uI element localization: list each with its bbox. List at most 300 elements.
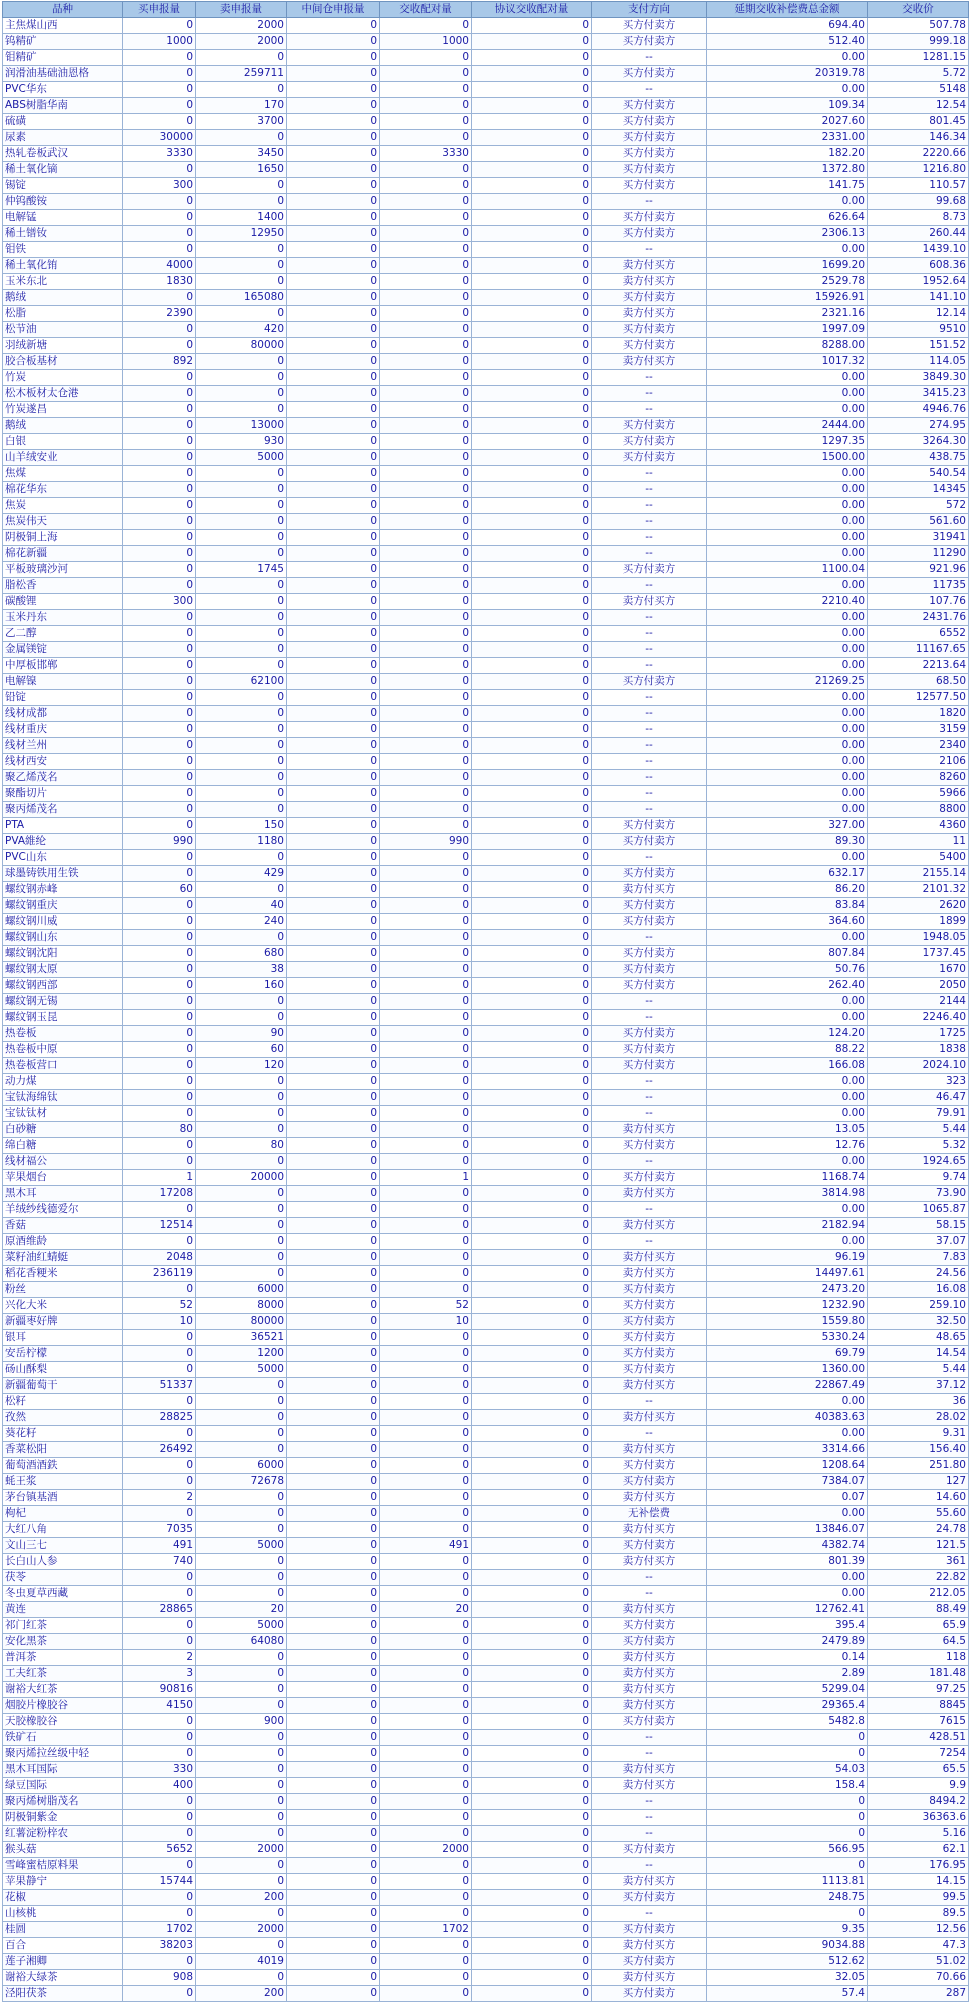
cell-agreement-matched: 0 bbox=[472, 82, 592, 98]
cell-agreement-matched: 0 bbox=[472, 66, 592, 82]
cell-sell-declared: 3700 bbox=[196, 114, 287, 130]
cell-compensation-total: 7384.07 bbox=[707, 1474, 868, 1490]
cell-delivery-price: 127 bbox=[868, 1474, 969, 1490]
cell-payment-direction: 卖方付买方 bbox=[592, 1874, 707, 1890]
cell-variety: 香菜松阳 bbox=[3, 1442, 123, 1458]
cell-variety: 山羊绒安业 bbox=[3, 450, 123, 466]
table-row bbox=[3, 1538, 969, 1554]
cell-payment-direction: 卖方付买方 bbox=[592, 594, 707, 610]
cell-compensation-total: 0.00 bbox=[707, 386, 868, 402]
cell-sell-declared: 0 bbox=[196, 1730, 287, 1746]
cell-agreement-matched: 0 bbox=[472, 1234, 592, 1250]
cell-agreement-matched: 0 bbox=[472, 578, 592, 594]
cell-intermediate-declared: 0 bbox=[287, 594, 380, 610]
cell-buy-declared: 0 bbox=[123, 1474, 196, 1490]
cell-intermediate-declared: 0 bbox=[287, 338, 380, 354]
cell-buy-declared: 60 bbox=[123, 882, 196, 898]
cell-buy-declared: 0 bbox=[123, 930, 196, 946]
cell-variety: 绵白糖 bbox=[3, 1138, 123, 1154]
cell-buy-declared: 51337 bbox=[123, 1378, 196, 1394]
cell-compensation-total: 3814.98 bbox=[707, 1186, 868, 1202]
cell-intermediate-declared: 0 bbox=[287, 1506, 380, 1522]
cell-delivery-matched: 0 bbox=[380, 1906, 472, 1922]
cell-intermediate-declared: 0 bbox=[287, 1298, 380, 1314]
cell-intermediate-declared: 0 bbox=[287, 1202, 380, 1218]
cell-delivery-matched: 0 bbox=[380, 450, 472, 466]
cell-agreement-matched: 0 bbox=[472, 1394, 592, 1410]
table-row bbox=[3, 1058, 969, 1074]
cell-payment-direction: 买方付卖方 bbox=[592, 18, 707, 34]
cell-variety: 银耳 bbox=[3, 1330, 123, 1346]
cell-payment-direction: 买方付卖方 bbox=[592, 1330, 707, 1346]
cell-variety: 宝钛钛材 bbox=[3, 1106, 123, 1122]
cell-compensation-total: 69.79 bbox=[707, 1346, 868, 1362]
table-row bbox=[3, 210, 969, 226]
cell-sell-declared: 1400 bbox=[196, 210, 287, 226]
table-row bbox=[3, 1218, 969, 1234]
cell-agreement-matched: 0 bbox=[472, 1202, 592, 1218]
table-row bbox=[3, 162, 969, 178]
cell-variety: 花椒 bbox=[3, 1890, 123, 1906]
cell-buy-declared: 0 bbox=[123, 1618, 196, 1634]
cell-payment-direction: 卖方付买方 bbox=[592, 1218, 707, 1234]
cell-delivery-price: 9510 bbox=[868, 322, 969, 338]
cell-delivery-price: 323 bbox=[868, 1074, 969, 1090]
cell-variety: 宝钛海绵钛 bbox=[3, 1090, 123, 1106]
cell-sell-declared: 0 bbox=[196, 1122, 287, 1138]
cell-variety: 白砂糖 bbox=[3, 1122, 123, 1138]
cell-buy-declared: 5652 bbox=[123, 1842, 196, 1858]
cell-variety: 玉米丹东 bbox=[3, 610, 123, 626]
cell-intermediate-declared: 0 bbox=[287, 1458, 380, 1474]
cell-compensation-total: 0.00 bbox=[707, 530, 868, 546]
cell-payment-direction: 卖方付买方 bbox=[592, 1762, 707, 1778]
cell-delivery-matched: 0 bbox=[380, 1714, 472, 1730]
cell-compensation-total: 13.05 bbox=[707, 1122, 868, 1138]
cell-agreement-matched: 0 bbox=[472, 50, 592, 66]
cell-delivery-price: 36363.6 bbox=[868, 1810, 969, 1826]
table-row bbox=[3, 1378, 969, 1394]
cell-payment-direction: 买方付卖方 bbox=[592, 98, 707, 114]
cell-variety: 铅锭 bbox=[3, 690, 123, 706]
cell-compensation-total: 9034.88 bbox=[707, 1938, 868, 1954]
cell-compensation-total: 141.75 bbox=[707, 178, 868, 194]
cell-sell-declared: 0 bbox=[196, 242, 287, 258]
cell-sell-declared: 0 bbox=[196, 1858, 287, 1874]
cell-agreement-matched: 0 bbox=[472, 738, 592, 754]
cell-payment-direction: 卖方付买方 bbox=[592, 1778, 707, 1794]
cell-delivery-price: 48.65 bbox=[868, 1330, 969, 1346]
cell-buy-declared: 10 bbox=[123, 1314, 196, 1330]
cell-delivery-matched: 0 bbox=[380, 706, 472, 722]
cell-agreement-matched: 0 bbox=[472, 1858, 592, 1874]
cell-delivery-matched: 0 bbox=[380, 882, 472, 898]
cell-delivery-matched: 0 bbox=[380, 626, 472, 642]
cell-buy-declared: 0 bbox=[123, 1138, 196, 1154]
cell-payment-direction: -- bbox=[592, 1394, 707, 1410]
cell-delivery-matched: 0 bbox=[380, 354, 472, 370]
cell-delivery-matched: 0 bbox=[380, 1618, 472, 1634]
cell-agreement-matched: 0 bbox=[472, 1490, 592, 1506]
cell-intermediate-declared: 0 bbox=[287, 690, 380, 706]
cell-compensation-total: 50.76 bbox=[707, 962, 868, 978]
cell-payment-direction: 卖方付买方 bbox=[592, 258, 707, 274]
cell-agreement-matched: 0 bbox=[472, 1698, 592, 1714]
cell-delivery-price: 287 bbox=[868, 1986, 969, 2002]
cell-intermediate-declared: 0 bbox=[287, 1282, 380, 1298]
cell-payment-direction: 卖方付买方 bbox=[592, 354, 707, 370]
cell-buy-declared: 90816 bbox=[123, 1682, 196, 1698]
cell-agreement-matched: 0 bbox=[472, 882, 592, 898]
cell-compensation-total: 0.00 bbox=[707, 1394, 868, 1410]
cell-intermediate-declared: 0 bbox=[287, 1778, 380, 1794]
cell-intermediate-declared: 0 bbox=[287, 418, 380, 434]
cell-delivery-price: 7254 bbox=[868, 1746, 969, 1762]
cell-compensation-total: 0.00 bbox=[707, 1570, 868, 1586]
cell-compensation-total: 0.00 bbox=[707, 1426, 868, 1442]
cell-agreement-matched: 0 bbox=[472, 1906, 592, 1922]
cell-intermediate-declared: 0 bbox=[287, 162, 380, 178]
cell-buy-declared: 2 bbox=[123, 1490, 196, 1506]
cell-intermediate-declared: 0 bbox=[287, 1554, 380, 1570]
cell-delivery-price: 12.14 bbox=[868, 306, 969, 322]
cell-delivery-matched: 0 bbox=[380, 1010, 472, 1026]
cell-variety: 苹果静宁 bbox=[3, 1874, 123, 1890]
cell-compensation-total: 1232.90 bbox=[707, 1298, 868, 1314]
cell-variety: 松脂 bbox=[3, 306, 123, 322]
col-header-payment-direction: 支付方向 bbox=[592, 2, 707, 18]
cell-compensation-total: 0.00 bbox=[707, 770, 868, 786]
cell-compensation-total: 86.20 bbox=[707, 882, 868, 898]
cell-intermediate-declared: 0 bbox=[287, 610, 380, 626]
cell-intermediate-declared: 0 bbox=[287, 130, 380, 146]
cell-intermediate-declared: 0 bbox=[287, 1090, 380, 1106]
cell-sell-declared: 0 bbox=[196, 514, 287, 530]
cell-agreement-matched: 0 bbox=[472, 274, 592, 290]
cell-compensation-total: 364.60 bbox=[707, 914, 868, 930]
cell-delivery-price: 2220.66 bbox=[868, 146, 969, 162]
table-row bbox=[3, 242, 969, 258]
cell-delivery-matched: 0 bbox=[380, 1042, 472, 1058]
cell-sell-declared: 0 bbox=[196, 530, 287, 546]
cell-variety: 松籽 bbox=[3, 1394, 123, 1410]
cell-compensation-total: 0.00 bbox=[707, 626, 868, 642]
cell-buy-declared: 2048 bbox=[123, 1250, 196, 1266]
cell-agreement-matched: 0 bbox=[472, 706, 592, 722]
cell-delivery-price: 5966 bbox=[868, 786, 969, 802]
cell-compensation-total: 0.00 bbox=[707, 722, 868, 738]
cell-delivery-matched: 0 bbox=[380, 1490, 472, 1506]
cell-buy-declared: 0 bbox=[123, 194, 196, 210]
cell-delivery-matched: 0 bbox=[380, 690, 472, 706]
cell-sell-declared: 420 bbox=[196, 322, 287, 338]
table-body bbox=[3, 18, 969, 2002]
cell-sell-declared: 680 bbox=[196, 946, 287, 962]
cell-payment-direction: -- bbox=[592, 1730, 707, 1746]
cell-variety: 聚丙烯树脂茂名 bbox=[3, 1794, 123, 1810]
cell-delivery-price: 99.68 bbox=[868, 194, 969, 210]
cell-variety: 棉花新疆 bbox=[3, 546, 123, 562]
cell-agreement-matched: 0 bbox=[472, 754, 592, 770]
cell-delivery-price: 3159 bbox=[868, 722, 969, 738]
cell-payment-direction: 买方付卖方 bbox=[592, 1282, 707, 1298]
table-row bbox=[3, 1026, 969, 1042]
cell-sell-declared: 0 bbox=[196, 658, 287, 674]
cell-delivery-matched: 0 bbox=[380, 1442, 472, 1458]
cell-delivery-matched: 0 bbox=[380, 1506, 472, 1522]
cell-agreement-matched: 0 bbox=[472, 914, 592, 930]
cell-agreement-matched: 0 bbox=[472, 994, 592, 1010]
cell-variety: 砀山酥梨 bbox=[3, 1362, 123, 1378]
cell-sell-declared: 8000 bbox=[196, 1298, 287, 1314]
cell-intermediate-declared: 0 bbox=[287, 1074, 380, 1090]
cell-delivery-matched: 0 bbox=[380, 866, 472, 882]
table-row bbox=[3, 258, 969, 274]
cell-sell-declared: 240 bbox=[196, 914, 287, 930]
table-row bbox=[3, 178, 969, 194]
cell-delivery-matched: 0 bbox=[380, 1026, 472, 1042]
cell-variety: 松木板材太仓港 bbox=[3, 386, 123, 402]
cell-compensation-total: 40383.63 bbox=[707, 1410, 868, 1426]
cell-sell-declared: 0 bbox=[196, 50, 287, 66]
cell-buy-declared: 330 bbox=[123, 1762, 196, 1778]
cell-sell-declared: 0 bbox=[196, 1218, 287, 1234]
cell-delivery-matched: 0 bbox=[380, 1858, 472, 1874]
table-row bbox=[3, 18, 969, 34]
cell-agreement-matched: 0 bbox=[472, 1170, 592, 1186]
cell-delivery-price: 561.60 bbox=[868, 514, 969, 530]
cell-compensation-total: 0.00 bbox=[707, 1106, 868, 1122]
cell-compensation-total: 1113.81 bbox=[707, 1874, 868, 1890]
cell-intermediate-declared: 0 bbox=[287, 66, 380, 82]
cell-delivery-price: 14.60 bbox=[868, 1490, 969, 1506]
cell-payment-direction: -- bbox=[592, 1234, 707, 1250]
cell-compensation-total: 248.75 bbox=[707, 1890, 868, 1906]
cell-delivery-price: 51.02 bbox=[868, 1954, 969, 1970]
cell-sell-declared: 160 bbox=[196, 978, 287, 994]
table-row bbox=[3, 418, 969, 434]
cell-intermediate-declared: 0 bbox=[287, 1122, 380, 1138]
table-row bbox=[3, 1506, 969, 1522]
cell-delivery-price: 36 bbox=[868, 1394, 969, 1410]
cell-delivery-matched: 20 bbox=[380, 1602, 472, 1618]
cell-delivery-price: 14.54 bbox=[868, 1346, 969, 1362]
cell-payment-direction: 买方付卖方 bbox=[592, 946, 707, 962]
cell-buy-declared: 0 bbox=[123, 562, 196, 578]
cell-agreement-matched: 0 bbox=[472, 1442, 592, 1458]
table-row bbox=[3, 1778, 969, 1794]
table-row bbox=[3, 482, 969, 498]
table-row bbox=[3, 66, 969, 82]
cell-intermediate-declared: 0 bbox=[287, 1170, 380, 1186]
cell-delivery-price: 31941 bbox=[868, 530, 969, 546]
cell-payment-direction: -- bbox=[592, 498, 707, 514]
cell-delivery-price: 64.5 bbox=[868, 1634, 969, 1650]
cell-intermediate-declared: 0 bbox=[287, 1890, 380, 1906]
cell-compensation-total: 2444.00 bbox=[707, 418, 868, 434]
cell-agreement-matched: 0 bbox=[472, 834, 592, 850]
table-row bbox=[3, 354, 969, 370]
cell-sell-declared: 0 bbox=[196, 578, 287, 594]
cell-intermediate-declared: 0 bbox=[287, 306, 380, 322]
cell-compensation-total: 4382.74 bbox=[707, 1538, 868, 1554]
cell-delivery-price: 5.32 bbox=[868, 1138, 969, 1154]
cell-intermediate-declared: 0 bbox=[287, 1410, 380, 1426]
cell-delivery-price: 1924.65 bbox=[868, 1154, 969, 1170]
cell-compensation-total: 0.00 bbox=[707, 1506, 868, 1522]
table-row bbox=[3, 1170, 969, 1186]
cell-buy-declared: 0 bbox=[123, 1202, 196, 1218]
cell-delivery-matched: 0 bbox=[380, 658, 472, 674]
cell-agreement-matched: 0 bbox=[472, 370, 592, 386]
cell-agreement-matched: 0 bbox=[472, 1106, 592, 1122]
cell-variety: 电解镍 bbox=[3, 674, 123, 690]
cell-variety: 线材福公 bbox=[3, 1154, 123, 1170]
cell-compensation-total: 0.00 bbox=[707, 930, 868, 946]
cell-compensation-total: 32.05 bbox=[707, 1970, 868, 1986]
cell-intermediate-declared: 0 bbox=[287, 1490, 380, 1506]
cell-sell-declared: 0 bbox=[196, 498, 287, 514]
cell-payment-direction: -- bbox=[592, 770, 707, 786]
cell-intermediate-declared: 0 bbox=[287, 1394, 380, 1410]
cell-sell-declared: 0 bbox=[196, 1810, 287, 1826]
cell-buy-declared: 0 bbox=[123, 1570, 196, 1586]
cell-payment-direction: -- bbox=[592, 802, 707, 818]
cell-compensation-total: 0.00 bbox=[707, 546, 868, 562]
table-row bbox=[3, 690, 969, 706]
table-row bbox=[3, 786, 969, 802]
cell-payment-direction: 买方付卖方 bbox=[592, 866, 707, 882]
cell-intermediate-declared: 0 bbox=[287, 1810, 380, 1826]
table-row bbox=[3, 1826, 969, 1842]
cell-variety: 乙二醇 bbox=[3, 626, 123, 642]
cell-agreement-matched: 0 bbox=[472, 1458, 592, 1474]
cell-compensation-total: 801.39 bbox=[707, 1554, 868, 1570]
cell-compensation-total: 5299.04 bbox=[707, 1682, 868, 1698]
header-row bbox=[3, 2, 969, 18]
cell-delivery-matched: 0 bbox=[380, 546, 472, 562]
cell-delivery-price: 212.05 bbox=[868, 1586, 969, 1602]
cell-payment-direction: 买方付卖方 bbox=[592, 1138, 707, 1154]
cell-compensation-total: 0 bbox=[707, 1746, 868, 1762]
table-row bbox=[3, 514, 969, 530]
cell-agreement-matched: 0 bbox=[472, 1026, 592, 1042]
cell-delivery-price: 1952.64 bbox=[868, 274, 969, 290]
cell-intermediate-declared: 0 bbox=[287, 370, 380, 386]
cell-variety: 孜然 bbox=[3, 1410, 123, 1426]
cell-buy-declared: 236119 bbox=[123, 1266, 196, 1282]
cell-delivery-price: 361 bbox=[868, 1554, 969, 1570]
cell-sell-declared: 0 bbox=[196, 1778, 287, 1794]
cell-agreement-matched: 0 bbox=[472, 466, 592, 482]
cell-delivery-price: 1065.87 bbox=[868, 1202, 969, 1218]
cell-intermediate-declared: 0 bbox=[287, 1682, 380, 1698]
cell-intermediate-declared: 0 bbox=[287, 1538, 380, 1554]
table-row bbox=[3, 466, 969, 482]
cell-delivery-price: 801.45 bbox=[868, 114, 969, 130]
cell-delivery-price: 2144 bbox=[868, 994, 969, 1010]
cell-agreement-matched: 0 bbox=[472, 1650, 592, 1666]
cell-delivery-price: 118 bbox=[868, 1650, 969, 1666]
table-row bbox=[3, 1970, 969, 1986]
cell-variety: 黑木耳 bbox=[3, 1186, 123, 1202]
cell-delivery-price: 2213.64 bbox=[868, 658, 969, 674]
cell-variety: 阴极铜上海 bbox=[3, 530, 123, 546]
cell-intermediate-declared: 0 bbox=[287, 514, 380, 530]
cell-buy-declared: 0 bbox=[123, 450, 196, 466]
cell-delivery-price: 32.50 bbox=[868, 1314, 969, 1330]
cell-intermediate-declared: 0 bbox=[287, 210, 380, 226]
cell-agreement-matched: 0 bbox=[472, 1266, 592, 1282]
cell-delivery-matched: 0 bbox=[380, 210, 472, 226]
cell-sell-declared: 0 bbox=[196, 802, 287, 818]
cell-variety: 天胶橡胶谷 bbox=[3, 1714, 123, 1730]
cell-buy-declared: 15744 bbox=[123, 1874, 196, 1890]
cell-delivery-matched: 0 bbox=[380, 610, 472, 626]
cell-intermediate-declared: 0 bbox=[287, 146, 380, 162]
cell-agreement-matched: 0 bbox=[472, 802, 592, 818]
cell-intermediate-declared: 0 bbox=[287, 18, 380, 34]
cell-agreement-matched: 0 bbox=[472, 1586, 592, 1602]
cell-delivery-price: 2024.10 bbox=[868, 1058, 969, 1074]
table-row bbox=[3, 1122, 969, 1138]
cell-delivery-price: 73.90 bbox=[868, 1186, 969, 1202]
cell-buy-declared: 0 bbox=[123, 1794, 196, 1810]
cell-buy-declared: 0 bbox=[123, 962, 196, 978]
cell-variety: 螺纹钢川威 bbox=[3, 914, 123, 930]
cell-payment-direction: 买方付卖方 bbox=[592, 962, 707, 978]
table-row bbox=[3, 290, 969, 306]
cell-delivery-matched: 0 bbox=[380, 274, 472, 290]
cell-delivery-matched: 0 bbox=[380, 258, 472, 274]
cell-delivery-matched: 0 bbox=[380, 1954, 472, 1970]
cell-compensation-total: 1208.64 bbox=[707, 1458, 868, 1474]
table-row bbox=[3, 1522, 969, 1538]
col-header-agreement-matched: 协议交收配对量 bbox=[472, 2, 592, 18]
cell-agreement-matched: 0 bbox=[472, 1410, 592, 1426]
cell-payment-direction: -- bbox=[592, 1106, 707, 1122]
cell-variety: 蚝王浆 bbox=[3, 1474, 123, 1490]
cell-delivery-matched: 0 bbox=[380, 946, 472, 962]
table-row bbox=[3, 1858, 969, 1874]
table-row bbox=[3, 674, 969, 690]
cell-intermediate-declared: 0 bbox=[287, 50, 380, 66]
cell-sell-declared: 0 bbox=[196, 930, 287, 946]
cell-buy-declared: 0 bbox=[123, 1026, 196, 1042]
table-row bbox=[3, 1010, 969, 1026]
cell-delivery-price: 921.96 bbox=[868, 562, 969, 578]
cell-variety: 葵花籽 bbox=[3, 1426, 123, 1442]
cell-compensation-total: 5330.24 bbox=[707, 1330, 868, 1346]
cell-buy-declared: 0 bbox=[123, 1282, 196, 1298]
cell-intermediate-declared: 0 bbox=[287, 1218, 380, 1234]
cell-compensation-total: 626.64 bbox=[707, 210, 868, 226]
table-row bbox=[3, 930, 969, 946]
cell-sell-declared: 0 bbox=[196, 994, 287, 1010]
cell-sell-declared: 2000 bbox=[196, 18, 287, 34]
cell-buy-declared: 3330 bbox=[123, 146, 196, 162]
table-row bbox=[3, 1074, 969, 1090]
cell-payment-direction: 买方付卖方 bbox=[592, 834, 707, 850]
cell-payment-direction: -- bbox=[592, 994, 707, 1010]
cell-variety: 黄连 bbox=[3, 1602, 123, 1618]
cell-sell-declared: 0 bbox=[196, 1250, 287, 1266]
cell-intermediate-declared: 0 bbox=[287, 1250, 380, 1266]
cell-payment-direction: -- bbox=[592, 1586, 707, 1602]
cell-delivery-matched: 0 bbox=[380, 1058, 472, 1074]
cell-delivery-price: 11735 bbox=[868, 578, 969, 594]
table-row bbox=[3, 530, 969, 546]
